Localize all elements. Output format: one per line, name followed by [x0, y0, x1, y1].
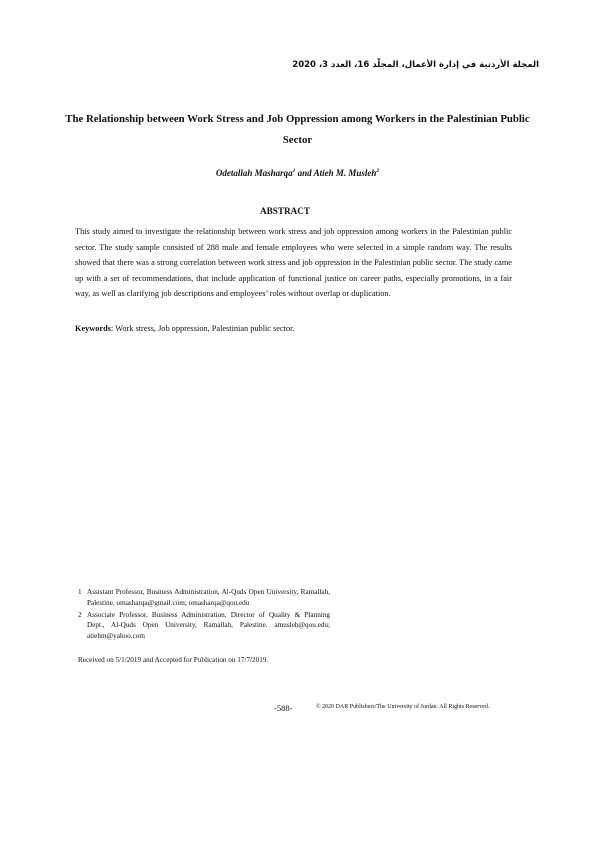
footnote-number: 1: [78, 588, 82, 596]
author-joiner: and: [295, 168, 314, 178]
keywords-line: [75, 322, 515, 336]
keywords-text: : Work stress, Job oppression, Palestinian public sector.: [110, 324, 295, 333]
abstract-text: This study aimed to investigate the relationship between work stress and job oppression among workers in the Palestinian public sector. The study sample consisted of 288 male and female employees who were selected in a simple random way. The results showed that there was a strong correlation between work stress and job oppression in the Palestinian public sector. The study came up with a set of recommendations, that include application of functional justice on career paths, especially promotions, in a fair way, as well as clarifying job descriptions and employees’ roles without overlap or duplication.: [75, 227, 512, 299]
author-name: Atieh M. Musleh: [313, 168, 377, 178]
page-number: -588-: [274, 703, 293, 713]
footnote: [78, 610, 330, 642]
copyright-notice: © 2020 DAR Publishers/The University of Jordan. All Rights Reserved.: [316, 704, 490, 710]
author-affiliation-mark: 2: [376, 168, 380, 174]
footnote-text: Assistant Professor, Business Administration, Al-Quds Open University, Ramallah, Palestine. omasharqa@gmail.com; omasharqa@qou.edu: [87, 588, 330, 607]
abstract-heading: ABSTRACT: [259, 206, 311, 216]
footnote: [78, 587, 330, 609]
footnotes: [78, 587, 330, 643]
author-name: Odetallah Masharqa: [215, 168, 293, 178]
author-line: [0, 168, 595, 178]
author-affiliation-mark: 1: [292, 168, 296, 174]
footnote-text: Associate Professor, Business Administration, Director of Quality & Planning Dept., Al-Quds Open University, Ramallah, Palestine. amusleh@qou.edu; atiehm@yahoo.com: [87, 610, 330, 641]
keywords-label: Keywords: [75, 324, 111, 333]
paper-title: The Relationship between Work Stress and Job Oppression among Workers in the Palestinian Public Sector: [65, 113, 530, 146]
journal-header: المجلة الأردنية في إدارة الأعمال، المجلّد 16، العدد 3، 2020: [292, 60, 539, 70]
footnote-number: 2: [78, 610, 82, 619]
received-note: Received on 5/1/2019 and Accepted for Publication on 17/7/2019.: [78, 656, 269, 664]
